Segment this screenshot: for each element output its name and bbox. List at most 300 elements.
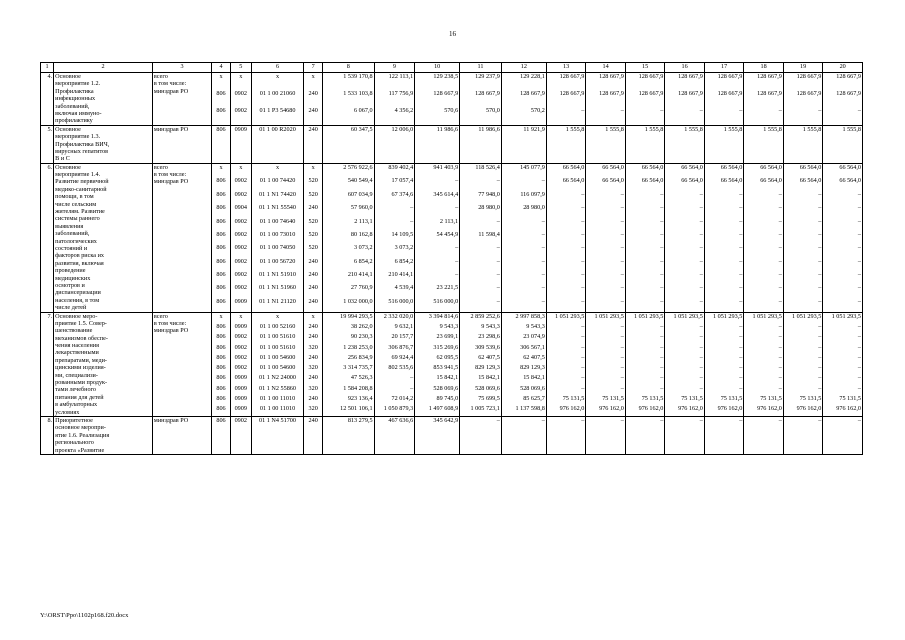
responsible-executor bbox=[152, 125, 211, 163]
table-cell: – bbox=[374, 204, 415, 217]
table-cell: – bbox=[546, 385, 586, 395]
table-cell: 117 756,9 bbox=[374, 90, 415, 107]
table-cell: – bbox=[501, 218, 546, 231]
table-cell: 47 526,3 bbox=[323, 374, 375, 384]
table-cell: 0902 bbox=[230, 354, 251, 364]
table-cell: – bbox=[783, 385, 823, 395]
table-row bbox=[41, 163, 863, 177]
description-line: питания для детей bbox=[55, 393, 104, 401]
table-cell: 66 564,0 bbox=[744, 163, 784, 177]
table-cell: 80 162,8 bbox=[323, 231, 375, 244]
table-cell: – bbox=[415, 271, 460, 284]
table-cell: – bbox=[744, 298, 784, 312]
table-cell: 23 298,6 bbox=[460, 333, 502, 343]
table-cell: 0909 bbox=[230, 374, 251, 384]
table-cell: 923 136,4 bbox=[323, 395, 375, 405]
table-cell: 520 bbox=[304, 218, 323, 231]
column-header: 11 bbox=[460, 63, 502, 73]
table-cell: – bbox=[704, 271, 744, 284]
table-cell: 01 1 N2 55860 bbox=[251, 385, 304, 395]
table-cell: 570,2 bbox=[501, 107, 546, 125]
table-cell: 01 1 00 56720 bbox=[251, 258, 304, 271]
table-cell: – bbox=[823, 354, 863, 364]
table-cell: 240 bbox=[304, 395, 323, 405]
executor-line: минздрав РО bbox=[153, 87, 189, 95]
table-cell: – bbox=[823, 374, 863, 384]
table-cell: – bbox=[586, 385, 626, 395]
table-cell: 320 bbox=[304, 364, 323, 374]
table-cell: 1 533 103,8 bbox=[323, 90, 375, 107]
table-cell: – bbox=[374, 374, 415, 384]
table-cell: 806 bbox=[212, 90, 231, 107]
table-cell: 01 1 00 54600 bbox=[251, 364, 304, 374]
table-cell: 77 948,0 bbox=[460, 191, 502, 204]
table-cell: 806 bbox=[212, 374, 231, 384]
table-cell: – bbox=[586, 218, 626, 231]
table-cell: 4 356,2 bbox=[374, 107, 415, 125]
table-cell: – bbox=[665, 416, 705, 454]
table-cell: 28 980,0 bbox=[460, 204, 502, 217]
table-cell: 806 bbox=[212, 218, 231, 231]
description-line: населения, в том bbox=[55, 296, 100, 304]
table-cell: – bbox=[783, 271, 823, 284]
table-cell: 75 699,5 bbox=[460, 395, 502, 405]
table-cell: 941 403,9 bbox=[415, 163, 460, 177]
table-cell: – bbox=[460, 298, 502, 312]
table-cell: – bbox=[586, 258, 626, 271]
table-cell: 128 667,9 bbox=[586, 73, 626, 91]
table-cell: 0902 bbox=[230, 344, 251, 354]
column-header: 19 bbox=[783, 63, 823, 73]
table-cell: 11 986,6 bbox=[460, 125, 502, 163]
table-cell: 128 667,9 bbox=[625, 90, 665, 107]
table-cell: 976 162,0 bbox=[783, 405, 823, 416]
budget-table bbox=[40, 62, 863, 455]
column-header: 15 bbox=[625, 63, 665, 73]
table-cell: 01 1 00 73010 bbox=[251, 231, 304, 244]
table-cell: 128 667,9 bbox=[744, 90, 784, 107]
table-cell: – bbox=[546, 364, 586, 374]
table-cell: – bbox=[744, 244, 784, 257]
table-cell: – bbox=[783, 244, 823, 257]
description-line: мероприятие 1.2. bbox=[55, 80, 101, 88]
table-row bbox=[41, 73, 863, 91]
table-cell: 806 bbox=[212, 125, 231, 163]
table-cell: 2 113,1 bbox=[415, 218, 460, 231]
table-cell: 0902 bbox=[230, 333, 251, 343]
table-cell: – bbox=[460, 244, 502, 257]
table-cell: 0902 bbox=[230, 271, 251, 284]
description-line: Основное bbox=[55, 163, 81, 171]
table-cell: – bbox=[625, 323, 665, 333]
table-cell: 9 543,3 bbox=[460, 323, 502, 333]
table-cell: 0909 bbox=[230, 395, 251, 405]
table-cell: 240 bbox=[304, 323, 323, 333]
table-cell: – bbox=[823, 231, 863, 244]
table-cell: 570,0 bbox=[460, 107, 502, 125]
table-cell: 3 314 735,7 bbox=[323, 364, 375, 374]
table-cell: – bbox=[415, 204, 460, 217]
table-cell: 1 005 723,1 bbox=[460, 405, 502, 416]
description-line: мероприятие 1.3. bbox=[55, 133, 101, 141]
table-cell: – bbox=[704, 244, 744, 257]
item-number: 7. bbox=[41, 312, 54, 416]
description-line: состояний и bbox=[55, 244, 88, 252]
table-cell: – bbox=[783, 333, 823, 343]
table-cell: 520 bbox=[304, 244, 323, 257]
table-cell: 806 bbox=[212, 385, 231, 395]
table-cell: 01 1 N1 51960 bbox=[251, 284, 304, 297]
description-line: лекарственными bbox=[55, 349, 99, 357]
table-cell: x bbox=[212, 312, 231, 323]
description-line: чения населения bbox=[55, 342, 99, 350]
table-cell: – bbox=[501, 298, 546, 312]
table-cell: 0904 bbox=[230, 204, 251, 217]
table-cell: 528 069,6 bbox=[415, 385, 460, 395]
table-cell: 23 699,1 bbox=[415, 333, 460, 343]
table-cell: 1 051 293,5 bbox=[586, 312, 626, 323]
table-cell: 11 598,4 bbox=[460, 231, 502, 244]
table-cell: – bbox=[665, 107, 705, 125]
table-cell: – bbox=[704, 364, 744, 374]
table-cell: x bbox=[251, 73, 304, 91]
table-cell: x bbox=[230, 73, 251, 91]
table-cell: – bbox=[625, 258, 665, 271]
table-cell: 210 414,1 bbox=[374, 271, 415, 284]
table-cell: – bbox=[546, 284, 586, 297]
table-cell: 27 760,9 bbox=[323, 284, 375, 297]
table-cell: 240 bbox=[304, 284, 323, 297]
table-cell: 128 667,9 bbox=[823, 73, 863, 91]
description-line: вирусных гепатитов bbox=[55, 147, 109, 155]
table-cell: 1 584 208,8 bbox=[323, 385, 375, 395]
table-cell: 1 137 598,8 bbox=[501, 405, 546, 416]
description-line: Основное bbox=[55, 73, 81, 80]
table-cell: 607 034,9 bbox=[323, 191, 375, 204]
description-line: помощи, в том bbox=[55, 193, 94, 201]
table-cell: 1 051 293,5 bbox=[783, 312, 823, 323]
description-line: в амбулаторных bbox=[55, 401, 98, 409]
table-cell: 256 834,9 bbox=[323, 354, 375, 364]
table-cell: – bbox=[665, 191, 705, 204]
table-cell: – bbox=[625, 244, 665, 257]
executor-line: минздрав РО bbox=[153, 327, 189, 335]
table-cell: 806 bbox=[212, 191, 231, 204]
table-cell: 976 162,0 bbox=[586, 405, 626, 416]
description-line: Профилактика bbox=[55, 87, 94, 95]
table-cell: 129 237,9 bbox=[460, 73, 502, 91]
table-cell: 1 051 293,5 bbox=[665, 312, 705, 323]
table-cell: 806 bbox=[212, 284, 231, 297]
table-cell: 806 bbox=[212, 333, 231, 343]
table-cell: 12 501 106,1 bbox=[323, 405, 375, 416]
table-cell: – bbox=[704, 258, 744, 271]
table-cell: 528 069,6 bbox=[460, 385, 502, 395]
table-cell: 1 555,8 bbox=[704, 125, 744, 163]
table-cell: – bbox=[625, 333, 665, 343]
table-cell: 0902 bbox=[230, 90, 251, 107]
description-line: мероприятие 1.4. bbox=[55, 171, 101, 179]
table-cell: – bbox=[546, 333, 586, 343]
table-cell: 17 057,4 bbox=[374, 177, 415, 190]
table-cell: – bbox=[744, 204, 784, 217]
description-line: Основное меро- bbox=[55, 312, 98, 320]
table-cell: 01 1 00 74420 bbox=[251, 177, 304, 190]
table-cell: – bbox=[501, 284, 546, 297]
header-row bbox=[41, 63, 863, 73]
table-cell: – bbox=[704, 204, 744, 217]
table-cell: 0902 bbox=[230, 107, 251, 125]
table-cell: x bbox=[304, 73, 323, 91]
table-cell: – bbox=[783, 204, 823, 217]
column-header: 3 bbox=[152, 63, 211, 73]
table-cell: x bbox=[230, 163, 251, 177]
description-line: жителям. Развитие bbox=[55, 208, 105, 216]
table-cell: – bbox=[665, 374, 705, 384]
table-cell: 0909 bbox=[230, 385, 251, 395]
table-cell: 66 564,0 bbox=[625, 177, 665, 190]
table-cell: 23 074,9 bbox=[501, 333, 546, 343]
table-cell: 2 113,1 bbox=[323, 218, 375, 231]
table-cell: 01 1 00 74640 bbox=[251, 218, 304, 231]
table-cell: x bbox=[230, 312, 251, 323]
table-cell: 0902 bbox=[230, 284, 251, 297]
table-cell: 806 bbox=[212, 364, 231, 374]
table-cell: – bbox=[783, 416, 823, 454]
table-cell: – bbox=[546, 354, 586, 364]
table-cell: 66 564,0 bbox=[783, 163, 823, 177]
table-cell: 976 162,0 bbox=[546, 405, 586, 416]
table-cell: 806 bbox=[212, 244, 231, 257]
description-line: профилактику bbox=[55, 117, 93, 125]
table-cell: 1 051 293,5 bbox=[744, 312, 784, 323]
table-cell: 829 129,3 bbox=[460, 364, 502, 374]
description-line: механизмов обеспе- bbox=[55, 334, 108, 342]
column-header: 12 bbox=[501, 63, 546, 73]
table-cell: 813 279,5 bbox=[323, 416, 375, 454]
table-cell: 1 555,8 bbox=[823, 125, 863, 163]
description-line: патологических bbox=[55, 237, 97, 245]
table-cell: 540 549,4 bbox=[323, 177, 375, 190]
table-cell: – bbox=[586, 344, 626, 354]
table-cell: 3 394 814,6 bbox=[415, 312, 460, 323]
table-cell: 976 162,0 bbox=[625, 405, 665, 416]
table-cell: – bbox=[665, 244, 705, 257]
description-line: цинскими изделия- bbox=[55, 364, 106, 372]
item-number: 6. bbox=[41, 163, 54, 312]
executor-line: минздрав РО bbox=[153, 178, 189, 186]
table-cell: 75 131,5 bbox=[704, 395, 744, 405]
table-cell: 128 667,9 bbox=[783, 90, 823, 107]
table-cell: 240 bbox=[304, 107, 323, 125]
description-line: Развитие первичной bbox=[55, 178, 109, 186]
table-cell: 66 564,0 bbox=[744, 177, 784, 190]
table-cell: 128 667,9 bbox=[665, 73, 705, 91]
table-cell: 976 162,0 bbox=[665, 405, 705, 416]
measure-description bbox=[54, 125, 153, 163]
table-cell: 72 014,2 bbox=[374, 395, 415, 405]
table-cell: – bbox=[823, 244, 863, 257]
table-cell: – bbox=[460, 271, 502, 284]
table-cell: 60 347,5 bbox=[323, 125, 375, 163]
table-cell: 66 564,0 bbox=[546, 163, 586, 177]
table-cell: – bbox=[546, 298, 586, 312]
table-cell: 01 1 N1 55540 bbox=[251, 204, 304, 217]
measure-description bbox=[54, 163, 153, 312]
description-line: выявления bbox=[55, 222, 84, 230]
table-cell: – bbox=[744, 374, 784, 384]
table-cell: – bbox=[823, 323, 863, 333]
table-cell: 9 543,3 bbox=[501, 323, 546, 333]
table-cell: x bbox=[251, 163, 304, 177]
table-cell: 806 bbox=[212, 405, 231, 416]
table-cell: – bbox=[823, 218, 863, 231]
description-line: диспансеризации bbox=[55, 289, 101, 297]
table-cell: 01 1 00 R2020 bbox=[251, 125, 304, 163]
executor-line: минздрав РО bbox=[153, 125, 189, 133]
description-line: регионального bbox=[55, 439, 94, 447]
item-number: 4. bbox=[41, 73, 54, 126]
table-cell: – bbox=[625, 231, 665, 244]
table-cell: – bbox=[783, 354, 823, 364]
table-cell: 570,6 bbox=[415, 107, 460, 125]
column-header: 20 bbox=[823, 63, 863, 73]
table-cell: – bbox=[586, 354, 626, 364]
column-header: 7 bbox=[304, 63, 323, 73]
column-header: 13 bbox=[546, 63, 586, 73]
table-cell: 122 113,1 bbox=[374, 73, 415, 91]
table-cell: – bbox=[783, 191, 823, 204]
table-cell: 01 1 N2 24000 bbox=[251, 374, 304, 384]
table-cell: 6 854,2 bbox=[374, 258, 415, 271]
table-cell: 01 1 N1 21120 bbox=[251, 298, 304, 312]
description-line: числе сельским bbox=[55, 200, 97, 208]
table-cell: 806 bbox=[212, 395, 231, 405]
table-cell: – bbox=[625, 218, 665, 231]
table-cell: – bbox=[783, 344, 823, 354]
table-cell: – bbox=[783, 258, 823, 271]
table-cell: 240 bbox=[304, 374, 323, 384]
table-cell: 57 960,0 bbox=[323, 204, 375, 217]
table-cell: – bbox=[704, 333, 744, 343]
table-cell: 66 564,0 bbox=[823, 177, 863, 190]
table-cell: 1 555,8 bbox=[625, 125, 665, 163]
table-cell: – bbox=[625, 204, 665, 217]
table-cell: – bbox=[586, 244, 626, 257]
table-cell: 853 941,5 bbox=[415, 364, 460, 374]
table-cell: 1 497 608,9 bbox=[415, 405, 460, 416]
executor-line: в том числе: bbox=[153, 80, 187, 88]
table-cell: 806 bbox=[212, 354, 231, 364]
description-line: ми, специализи- bbox=[55, 371, 98, 379]
column-header: 9 bbox=[374, 63, 415, 73]
table-cell: 128 667,9 bbox=[704, 73, 744, 91]
table-cell: – bbox=[744, 323, 784, 333]
table-cell: – bbox=[783, 298, 823, 312]
table-cell: 1 032 000,0 bbox=[323, 298, 375, 312]
table-cell: – bbox=[704, 354, 744, 364]
table-cell: 0909 bbox=[230, 298, 251, 312]
table-cell: 62 407,5 bbox=[460, 354, 502, 364]
description-line: препаратами, меди- bbox=[55, 356, 107, 364]
table-cell: 240 bbox=[304, 354, 323, 364]
table-cell: 66 564,0 bbox=[823, 163, 863, 177]
item-number: 5. bbox=[41, 125, 54, 163]
table-cell: 01 1 00 51610 bbox=[251, 344, 304, 354]
table-cell: – bbox=[823, 385, 863, 395]
description-line: В и С bbox=[55, 155, 70, 163]
table-cell: 520 bbox=[304, 191, 323, 204]
executor-line: в том числе: bbox=[153, 171, 187, 179]
table-cell: 75 131,5 bbox=[546, 395, 586, 405]
table-cell: – bbox=[546, 374, 586, 384]
table-cell: 0902 bbox=[230, 416, 251, 454]
table-cell: – bbox=[704, 385, 744, 395]
table-cell: 128 667,9 bbox=[665, 90, 705, 107]
table-cell: – bbox=[625, 271, 665, 284]
description-line: заболеваний, bbox=[55, 230, 90, 238]
table-cell: 23 221,5 bbox=[415, 284, 460, 297]
measure-description bbox=[54, 416, 153, 454]
table-cell: – bbox=[501, 258, 546, 271]
table-cell: – bbox=[783, 218, 823, 231]
table-cell: x bbox=[304, 312, 323, 323]
table-cell: 309 539,6 bbox=[460, 344, 502, 354]
table-cell: 4 539,4 bbox=[374, 284, 415, 297]
table-cell: 806 bbox=[212, 258, 231, 271]
table-cell: – bbox=[586, 416, 626, 454]
table-cell: 0902 bbox=[230, 258, 251, 271]
description-line: Профилактика ВИЧ, bbox=[55, 140, 110, 148]
table-cell: 128 667,9 bbox=[823, 90, 863, 107]
table-cell: – bbox=[546, 204, 586, 217]
table-cell: – bbox=[704, 298, 744, 312]
table-cell: – bbox=[501, 416, 546, 454]
table-row bbox=[41, 312, 863, 323]
table-cell: 01 1 00 51610 bbox=[251, 333, 304, 343]
table-cell: – bbox=[744, 284, 784, 297]
table-cell: – bbox=[665, 271, 705, 284]
table-cell: – bbox=[704, 284, 744, 297]
table-cell: – bbox=[704, 231, 744, 244]
table-cell: 128 667,9 bbox=[744, 73, 784, 91]
executor-line: в том числе: bbox=[153, 319, 187, 327]
table-cell: – bbox=[744, 258, 784, 271]
table-cell: 306 567,1 bbox=[501, 344, 546, 354]
table-cell: 66 564,0 bbox=[704, 163, 744, 177]
table-cell: 528 069,6 bbox=[501, 385, 546, 395]
column-header: 6 bbox=[251, 63, 304, 73]
table-cell: 01 1 00 52160 bbox=[251, 323, 304, 333]
column-header: 1 bbox=[41, 63, 54, 73]
table-cell: 128 667,9 bbox=[460, 90, 502, 107]
table-cell: 75 131,5 bbox=[586, 395, 626, 405]
table-cell: – bbox=[704, 323, 744, 333]
table-cell: – bbox=[501, 177, 546, 190]
table-cell: – bbox=[823, 204, 863, 217]
table-cell: – bbox=[625, 364, 665, 374]
column-header: 16 bbox=[665, 63, 705, 73]
table-cell: 66 564,0 bbox=[665, 163, 705, 177]
table-cell: – bbox=[744, 364, 784, 374]
description-line: Основное bbox=[55, 125, 81, 133]
description-line: рованными продук- bbox=[55, 379, 108, 387]
table-cell: 66 564,0 bbox=[546, 177, 586, 190]
responsible-executor bbox=[152, 416, 211, 454]
table-cell: 806 bbox=[212, 344, 231, 354]
table-cell: 806 bbox=[212, 204, 231, 217]
table-cell: 01 1 P3 54680 bbox=[251, 107, 304, 125]
